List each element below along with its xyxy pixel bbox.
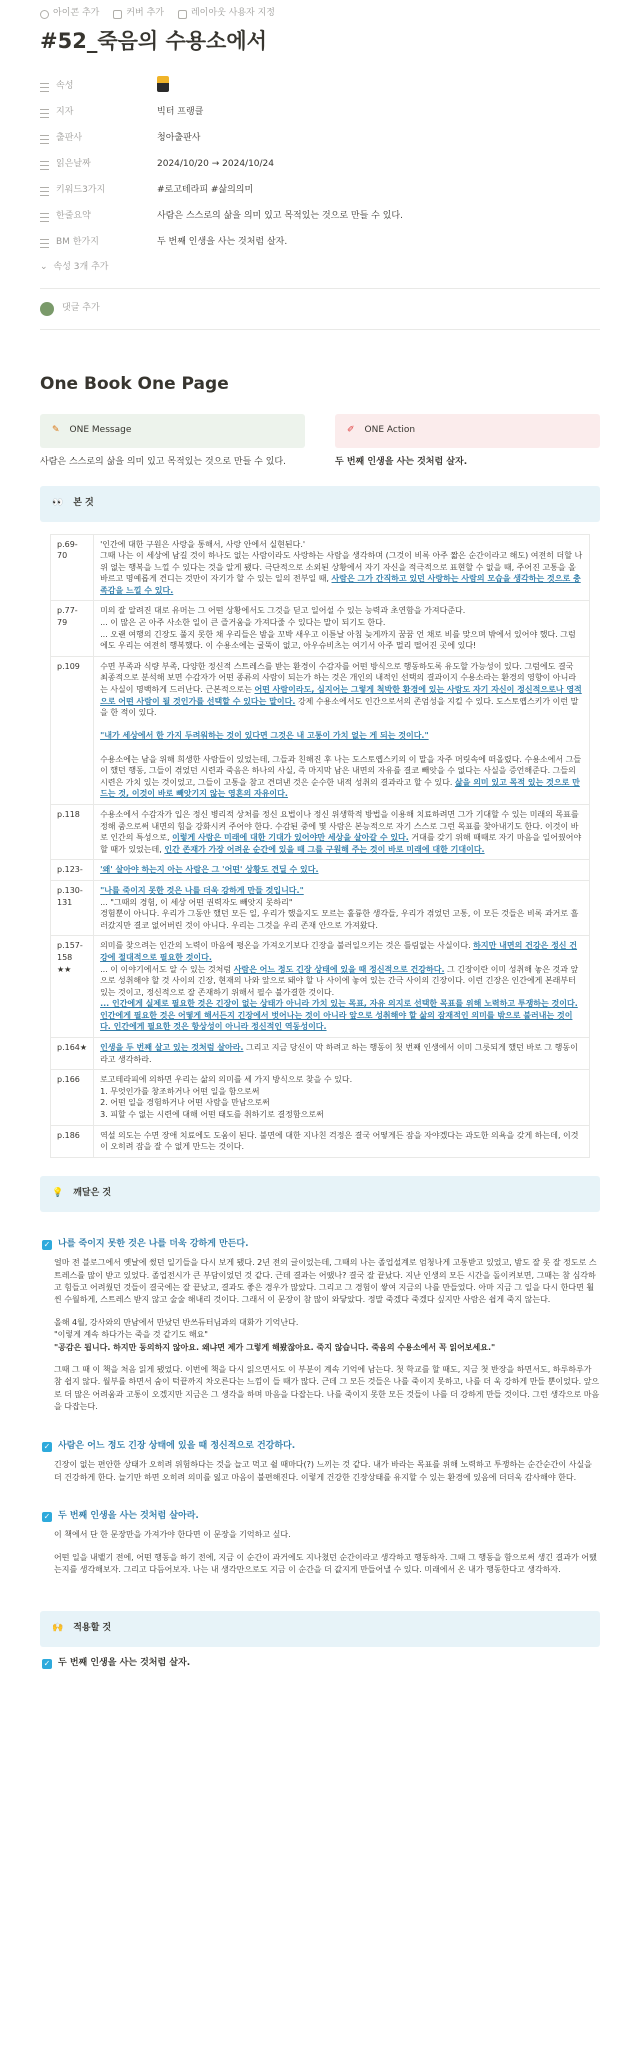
edit-icon: ✐ [347, 425, 355, 436]
quote-text: 2. 어떤 일을 경험하거나 어떤 사람을 만남으로써 [100, 1098, 270, 1108]
property-name[interactable] [40, 184, 157, 198]
one-action-label: ONE Action [364, 425, 416, 436]
add-icon-button[interactable] [40, 6, 99, 22]
property-name[interactable] [40, 132, 157, 146]
calendar-icon [40, 161, 49, 170]
property-label: BM 한가지 [56, 237, 99, 248]
lessons-list [40, 1238, 600, 1577]
property-label: 읽은날짜 [56, 159, 91, 170]
property-name[interactable] [40, 210, 157, 224]
property-value[interactable]: 2024/10/20 → 2024/10/24 [157, 159, 275, 170]
quote-page-cell[interactable]: p.164★ [51, 1038, 94, 1070]
avatar [40, 302, 54, 316]
quote-row [51, 534, 590, 601]
lesson-paragraph[interactable] [54, 1529, 600, 1541]
quote-text: 수면 부족과 식량 부족, 다양한 정신적 스트레스를 받는 환경이 수감자를 어떤 방식으로 행동하도록 유도할 가능성이 있다. 그럼에도 결국 최종적으로 분석해 보면 수감자가 어떤 종류의 사람이 되는가 하는 것은 개인의 내적인 선택의 결과이지 수용소라는 환경의 영향이 아니라는 사실이 명백하게 드러난다. 근본적으로는 [100, 661, 577, 695]
property-label: 지자 [56, 107, 74, 118]
chevron-down-icon: ⌄ [40, 262, 48, 273]
apply-todo[interactable] [42, 1657, 600, 1671]
lesson-paragraph[interactable] [54, 1459, 600, 1484]
quotes-table [50, 534, 590, 1158]
checkbox-checked-icon[interactable]: ✓ [43, 1511, 51, 1521]
pencil-icon: ✎ [52, 425, 60, 436]
quote-text: 로고테라피에 의하면 우리는 삶의 의미를 세 가지 방식으로 찾을 수 있다. [100, 1075, 353, 1085]
message-action-columns [40, 414, 600, 470]
quote-row [51, 601, 590, 656]
quote-row [51, 804, 590, 859]
one-action-text[interactable]: 두 번째 인생을 사는 것처럼 살자. [335, 457, 468, 467]
quote-text-cell[interactable] [94, 1125, 590, 1157]
add-icon-label: 아이콘 추가 [53, 8, 100, 19]
quote-row [51, 1038, 590, 1070]
quote-text: 수용소에서 수감자가 입은 정신 병리적 상처를 정신 요법이나 정신 위생학적 방법을 이용해 치료하려면 그가 기대할 수 있는 미래의 목표를 정해 줌으로써 내면의 힘을 강화시켜 주어야 한다. 수감된 중에 몇 사람은 본능적으로 자기 스스로 그런 목표를 찾아내기도 한다. 이것이 바로 인간의 특성으로, [100, 809, 579, 843]
lesson-todo[interactable] [42, 1238, 600, 1252]
property-row[interactable] [40, 230, 600, 256]
property-label: 출판사 [56, 133, 83, 144]
quote-text: 3. 피할 수 없는 시련에 대해 어떤 태도를 취하기로 결정함으로써 [100, 1110, 324, 1120]
property-value[interactable]: #로고테라피 #삶의의미 [157, 185, 254, 196]
highlighted-quote: 사람은 어느 정도 긴장 상태에 있을 때 정신적으로 건강하다. [233, 964, 445, 974]
image-icon [113, 10, 122, 19]
properties-list [40, 74, 600, 280]
more-properties-label: 속성 3개 추가 [53, 262, 109, 273]
quote-text-cell[interactable] [94, 601, 590, 656]
quote-text: 수용소에는 남을 위해 희생한 사람들이 있었는데, 그들과 친해진 후 나는 도스토옙스키의 이 말을 자주 머릿속에 떠올렸다. 수용소에서 그들이 했던 행동, 그들이 겪었던 시련과 죽음은 하나의 사실, 즉 마지막 남은 내면의 자유를 결코 빼앗을 수 없다는 사실을 증언해준다. 그들의 시련은 가치 있는 것이었고, 그들이 고통을 참고 견뎌낸 것은 순수한 내적 성취의 결과라고 할 수 있다. [100, 754, 582, 787]
lesson-paragraph[interactable] [54, 1552, 600, 1577]
quote-text-cell[interactable] [94, 880, 590, 935]
list-icon [40, 135, 49, 144]
lesson-line: 긴장이 없는 편안한 상태가 오히려 위험하다는 것을 늘고 먹고 쉴 때마다(?) 느끼는 것 같다. 내가 바라는 목표를 위해 노력하고 투쟁하는 순간순간이 사실을 더 건강하게 한다. 늘기만 하면 오히려 의미를 잃고 마음이 불편해진다. 이렇게 건강한 긴장상태를 유지할 수 있는 환경에 있음에 더더욱 감사해야 한다. [54, 1460, 592, 1482]
learned-callout[interactable] [40, 1176, 600, 1212]
divider [40, 329, 600, 330]
highlighted-quote: 인간 존재가 가장 어려운 순간에 있을 때 그를 구원해 주는 것이 바로 미래에 대한 기대이다. [164, 844, 485, 854]
property-value[interactable]: 두 번째 인생을 사는 것처럼 살자. [157, 237, 288, 248]
lesson-title: 두 번째 인생을 사는 것처럼 살아라. [58, 1510, 199, 1521]
quote-text-cell[interactable] [94, 936, 590, 1038]
one-message-callout[interactable] [40, 414, 305, 448]
quote-row [51, 860, 590, 881]
highlighted-quote: '왜' 살아야 하는지 아는 사람은 그 '어떤' 상황도 견딜 수 있다. [100, 865, 319, 875]
one-action-column [335, 414, 600, 470]
quote-text-cell[interactable] [94, 804, 590, 859]
hands-icon: 🙌 [52, 1622, 64, 1633]
seen-callout[interactable] [40, 486, 600, 522]
property-name[interactable] [40, 106, 157, 120]
quote-text-cell[interactable] [94, 1038, 590, 1070]
lesson-line: 그때 그 때 이 책을 처음 읽게 됐었다. 이번에 책을 다시 읽으면서도 이 부분이 계속 기억에 남는다. 첫 학교를 할 때도, 지금 첫 반장을 하면서도, 하루하루가 참 쉽지 않다. 월부를 하면서 숨이 턱끝까지 차오른다는 느낌이 들 때가 많다. 근데 그 모든 것들은 나를 죽이지 못하고, 나를 더 욱 강하게 만들 뿐이었다. 앞으로 더 많은 어려움과 고통이 오겠지만 지금은 그 생각을 하며 마음을 다잡는다. 나를 죽이지 못한 모든 것들이 나를 더 강하게 만들 것이다. 그런 생각으로 마음을 다잡는다. [54, 1365, 600, 1412]
quote-text-cell[interactable] [94, 534, 590, 601]
lesson-line: 이 책에서 단 한 문장만을 가져가야 한다면 이 문장을 기억하고 싶다. [54, 1530, 291, 1540]
lesson-line: "이렇게 계속 하다가는 죽을 것 같기도 해요" [54, 1330, 208, 1340]
property-row[interactable] [40, 178, 600, 204]
quote-row [51, 656, 590, 804]
quote-page-cell[interactable]: p.123- [51, 860, 94, 881]
quote-text: ... "그때의 경험, 이 세상 어떤 권력자도 빼앗지 못하리" [100, 897, 293, 907]
lightbulb-icon: 💡 [52, 1188, 64, 1199]
property-name[interactable] [40, 80, 157, 94]
lesson-paragraph[interactable] [54, 1364, 600, 1414]
lesson-todo[interactable] [42, 1510, 600, 1524]
highlighted-quote: 인생을 두 번째 살고 있는 것처럼 살아라. [100, 1043, 244, 1053]
page-topbar [40, 0, 600, 22]
one-message-column [40, 414, 305, 470]
property-label: 한줄요약 [56, 211, 91, 222]
quote-page-cell[interactable]: p.77-79 [51, 601, 94, 656]
property-row[interactable] [40, 74, 600, 100]
property-value-cover[interactable] [157, 76, 169, 98]
lesson-line: 어떤 일을 내뱉기 전에, 어떤 행동을 하기 전에, 지금 이 순간이 과거에도 지나쳤던 순간이라고 생각하고 행동하자. 그때 그 행동을 함으로써 생긴 결과가 어땠는지를 생각해보자. 그리고 다듬어보자. 나는 내 생각만으로도 지금 이 순간을 더 값지게 만들어낼 수 있다. 미래에서 온 내가 행동한다고 생각하자. [54, 1552, 597, 1575]
lesson-body [54, 1459, 600, 1484]
list-icon [40, 109, 49, 118]
customize-layout-label: 레이아웃 사용자 지정 [190, 8, 275, 19]
more-properties-toggle[interactable] [40, 256, 600, 280]
property-value[interactable]: 빅터 프랭클 [157, 107, 204, 118]
quote-text-cell[interactable] [94, 656, 590, 804]
lesson-body [54, 1257, 600, 1413]
quote-page-cell[interactable]: p.186 [51, 1125, 94, 1157]
layout-icon [178, 10, 187, 19]
quote-row [51, 936, 590, 1038]
lesson-line: 얼마 전 블로그에서 옛날에 썼던 일기들을 다시 보게 됐다. 2년 전의 글이었는데, 그때의 나는 졸업설계로 엄청나게 고통받고 있었고, 밤도 잘 못 잘 정도로 스트레스를 많이 받고 있었다. 졸업전시가 큰 부담이었던 것 같다. 근데 결과는 어땠나? 결국 잘 끝났다. 지난 인생의 모든 시간을 돌이켜보면, 그때는 참 심각하고 힘들고 어려웠던 것들이 결국에는 잘 끝났고, 결과도 좋은 경우가 많았다. 그리고 그 경험이 쌓여 지금의 나를 만들었다. 아마 지금 그 일을 다시 한다면 훨씬 수월하게, 스트레스 받지 않고 술술 해내리 것이다. 그래서 이 문장이 참 많이 와닿았다. 정말 죽겠다 죽겠다 싶지만 사람은 쉽게 죽지 않는다. [54, 1258, 597, 1305]
property-value[interactable]: 청아출판사 [157, 133, 201, 144]
quote-text: ... 오랜 여행의 긴장도 풀지 못한 채 우리들은 밤을 꼬박 새우고 이튿날 아침 늦게까지 꿈꿈 언 채로 비를 맞으며 밖에서 있어야 했다. 그럼에도 우리는 여전히 행복했다. 이 수용소에는 굴뚝이 없고, 아우슈비츠는 여기서 아주 멀리 떨어진 곳에 있다! [100, 629, 576, 651]
checkbox-checked-icon[interactable]: ✓ [43, 1239, 51, 1249]
quote-page-cell[interactable]: p.69-70 [51, 534, 94, 601]
property-row[interactable] [40, 100, 600, 126]
lesson-todo[interactable] [42, 1440, 600, 1454]
quote-text-cell[interactable] [94, 1070, 590, 1125]
lesson-line: 올해 4월, 강사와의 만남에서 만났던 반쓰듀터님과의 대화가 기억난다. [54, 1317, 299, 1327]
one-message-text[interactable]: 사람은 스스로의 삶을 의미 있고 목적있는 것으로 만들 수 있다. [40, 457, 286, 467]
quote-page-cell[interactable]: p.157-158 ★★ [51, 936, 94, 1038]
quote-text: 의미를 찾으려는 인간의 노력이 마음에 평온을 가져오기보다 긴장을 불러일으키는 것은 틀림없는 사실이다. [100, 941, 474, 951]
highlighted-quote: "나를 죽이지 못한 것은 나를 더욱 강하게 만들 것입니다." [100, 885, 304, 895]
quote-text: 거대를 갖기 위해 때때로 자기 마음을 일어꿨어야 할 때가 있었는데, [100, 833, 582, 854]
list-icon [40, 187, 49, 196]
apply-label: 적용할 것 [73, 1622, 112, 1633]
apply-todo-label: 두 번째 인생을 사는 것처럼 살자. [58, 1657, 191, 1668]
quote-text: 그리고 지금 당신이 막 하려고 하는 행동이 첫 번째 인생에서 이미 그릇되게 했던 바로 그 행동이라고 생각하라. [100, 1043, 578, 1064]
lesson-block [40, 1238, 600, 1414]
add-comment[interactable] [40, 297, 600, 321]
list-icon [40, 213, 49, 222]
quote-row [51, 1070, 590, 1125]
property-label: 속성 [56, 81, 74, 92]
checkbox-checked-icon[interactable]: ✓ [43, 1658, 51, 1668]
add-cover-button[interactable] [113, 6, 164, 22]
lesson-title: 사람은 어느 정도 긴장 상태에 있을 때 정신적으로 건강하다. [58, 1440, 296, 1451]
highlighted-quote: ... 인간에게 실제로 필요한 것은 긴장이 없는 상태가 아니라 가치 있는 목표, 자유 의지로 선택한 목표를 위해 노력하고 투쟁하는 것이다. 인간에게 필요한 것은 어떻게 해서든지 긴장에서 벗어나는 것이 아니라 앞으로 성취해야 할 삶의 잠재적인 의미를 밖으로 불러내는 것이다. 인간에게 필요한 것은 항상성이 아니라 정신적인 역동성이다. [100, 999, 578, 1032]
quote-text: ... 이 이야기에서도 알 수 있는 것처럼 [100, 964, 234, 974]
quote-text: ... 이 많은 곤 아주 사소한 일이 큰 즐거움을 가져다줄 수 있다는 말이 되기도 한다. [100, 618, 386, 628]
list-icon [40, 83, 49, 92]
list-icon [40, 239, 49, 248]
highlighted-quote: 사람은 그가 간직하고 있던 사랑하는 사람의 모습을 생각하는 것으로 충족감을 느낄 수 있다. [100, 574, 581, 595]
quote-row [51, 880, 590, 935]
quote-text: 강제 수용소에서도 인간으로서의 존엄성을 지킬 수 있다. 도스토옙스키가 이런 말을 한 적이 있다. [100, 696, 579, 718]
property-value[interactable]: 사람은 스스로의 삶을 의미 있고 목적있는 것으로 만들 수 있다. [157, 211, 403, 222]
lesson-paragraph[interactable] [54, 1257, 600, 1307]
lesson-block [40, 1440, 600, 1484]
quote-page-cell[interactable]: p.130-131 [51, 880, 94, 935]
quote-row [51, 1125, 590, 1157]
lesson-body [54, 1529, 600, 1576]
seen-label: 본 것 [73, 497, 94, 508]
quote-text: 1. 무엇인가를 창조하거나 어떤 일을 함으로써 [100, 1086, 260, 1096]
divider [40, 288, 600, 289]
checkbox-checked-icon[interactable]: ✓ [43, 1441, 51, 1451]
highlighted-quote: 하지만 내면의 건강은 정신 건강에 절대적으로 필요한 것이다. [100, 941, 578, 962]
property-row[interactable] [40, 152, 600, 178]
property-row[interactable] [40, 204, 600, 230]
highlighted-quote: 어떤 사람이라도, 심지어는 그렇게 척박한 환경에 있는 사람도 자기 자신이 정신적으로나 영적으로 어떤 사람이 될 것인가를 선택할 수 있다는 말이다. [100, 685, 582, 706]
quote-text: 역설 의도는 수면 장애 치료에도 도움이 된다. 불면에 대한 지나친 걱정은 결국 어떻게든 잠을 자야겠다는 과도한 의욕을 갖게 하는데, 이것이 오히려 잠을 잘 수 없게 만드는 것이다. [100, 1130, 579, 1152]
add-cover-label: 커버 추가 [126, 8, 164, 19]
one-message-label: ONE Message [69, 425, 132, 436]
property-name[interactable] [40, 236, 157, 250]
quote-page-cell[interactable]: p.166 [51, 1070, 94, 1125]
property-label: 키워드3가지 [56, 185, 106, 196]
property-name[interactable] [40, 158, 157, 172]
quote-page-cell[interactable]: p.109 [51, 656, 94, 804]
quote-text: '인간에 대한 구원은 사랑을 통해서, 사랑 안에서 실현된다.' [100, 539, 306, 549]
quote-text: 경험뿐이 아니다. 우리가 그동안 했던 모든 일, 우리가 했을지도 모르는 훌륭한 생각들, 우리가 겪었던 고통, 이 모든 것들은 비록 과거로 흘러갔지만 결코 없어버린 것이 아니다. 우리는 그것을 우리 존재 안으로 가져왔다. [100, 909, 579, 930]
lesson-line: "공감은 됩니다. 하지만 동의하지 않아요. 왜냐면 제가 그렇게 해봤잖아요. 죽지 않습니다. 죽음의 수용소에서 꼭 읽어보세요." [54, 1342, 496, 1352]
quote-text: 미의 잘 알려진 대로 유머는 그 어떤 상황에서도 그것을 딛고 일어설 수 있는 능력과 초연함을 가져다준다. [100, 606, 466, 616]
apply-callout[interactable] [40, 1611, 600, 1647]
quote-text-cell[interactable] [94, 860, 590, 881]
quote-text: 그때 나는 이 세상에 남길 것이 하나도 없는 사람이라도 사랑하는 사람을 생각하며 (그것이 비록 아주 짧은 순간이라고 해도) 여전히 더할 나위 없는 행복을 느낄 수 있다는 것을 알게 됐다. 극단적으로 소외된 상황에서 자기 자신을 적극적으로 표현할 수 없을 때, 주어진 고통을 올바르고 명예롭게 견디는 것만이 자기가 할 수 있는 일의 전부일 때, [100, 551, 583, 584]
property-row[interactable] [40, 126, 600, 152]
quote-page-cell[interactable]: p.118 [51, 804, 94, 859]
eyes-icon: 👀 [52, 497, 64, 508]
highlighted-quote: "내가 세상에서 한 가지 두려워하는 것이 있다면 그것은 내 고통이 가치 없는 게 되는 것이다." [100, 731, 429, 741]
lesson-block [40, 1510, 600, 1577]
one-action-callout[interactable] [335, 414, 600, 448]
book-cover-thumbnail[interactable] [157, 76, 169, 92]
highlighted-quote: 삶을 의미 있고 목적 있는 것으로 만드는 것, 이것이 바로 빼앗기지 않는 영혼의 자유이다. [100, 777, 580, 799]
lesson-paragraph[interactable] [54, 1317, 600, 1354]
heading-one-book-one-page[interactable]: One Book One Page [40, 374, 229, 394]
lesson-title: 나를 죽이지 못한 것은 나를 더욱 강하게 만든다. [58, 1238, 249, 1249]
learned-label: 깨달은 것 [73, 1188, 112, 1199]
quote-text: 그 긴장이란 이미 성취해 놓은 것과 앞으로 성취해야 할 것 사이의 긴장, 현재의 나와 앞으로 돼야 할 나 사이에 놓여 있는 간극 사이의 긴장이다. 이런 긴장은 인간에게 본래부터 있는 것이고, 정신적으로 잘 존재하기 위해서 필수 불가결한 것이다. [100, 964, 579, 997]
highlighted-quote: 이렇게 사람은 미래에 대한 기대가 있어야만 세상을 살아갈 수 있다. [172, 833, 409, 843]
smiley-icon [40, 10, 49, 19]
page-title[interactable]: #52_죽음의 수용소에서 [40, 29, 267, 53]
customize-layout-button[interactable] [178, 6, 275, 22]
add-comment-label: 댓글 추가 [62, 303, 100, 314]
